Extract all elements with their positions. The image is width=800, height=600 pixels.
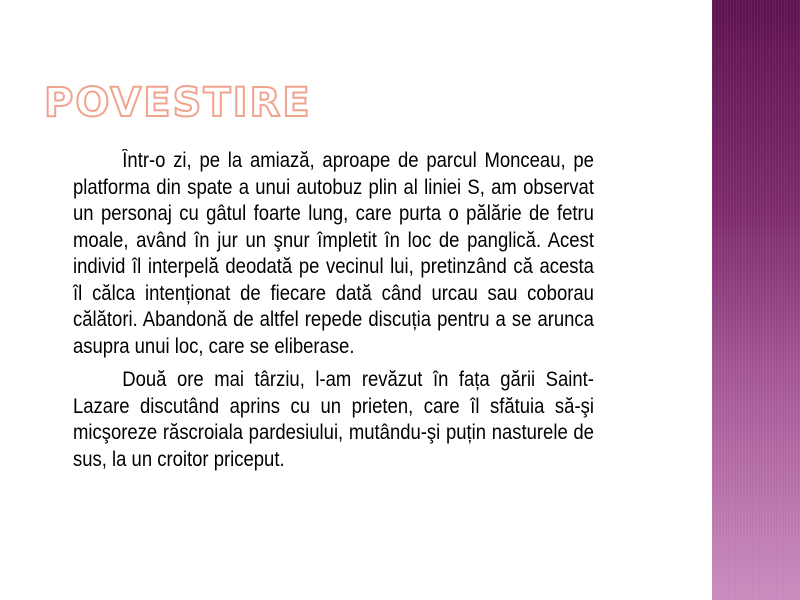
side-band-texture: [712, 0, 800, 600]
story-paragraph-1: Într-o zi, pe la amiază, aproape de parcul Monceau, pe platforma din spate a unui autobuz plin al liniei S, am observat un personaj cu gâtul foarte lung, care purta o pălărie de fetru moale, având în jur un şnur împletit în loc de panglică. Acest individ îl interpelă deodată pe vecinul lui, pretinzând că acesta îl călca intenționat de fiecare dată când urcau sau coborau călători. Abandonă de altfel repede discuția pentru a se arunca asupra unui loc, care se eliberase.: [73, 149, 594, 358]
story-paragraph-2: Două ore mai târziu, l-am revăzut în fața gării Saint-Lazare discutând aprins cu un prieten, care îl sfătuia să-şi micşoreze răscroiala pardesiului, mutându-şi puțin nasturele de sus, la un croitor priceput.: [73, 368, 594, 471]
story-text: [73, 148, 594, 480]
slide-title: POVESTIRE: [44, 80, 312, 126]
